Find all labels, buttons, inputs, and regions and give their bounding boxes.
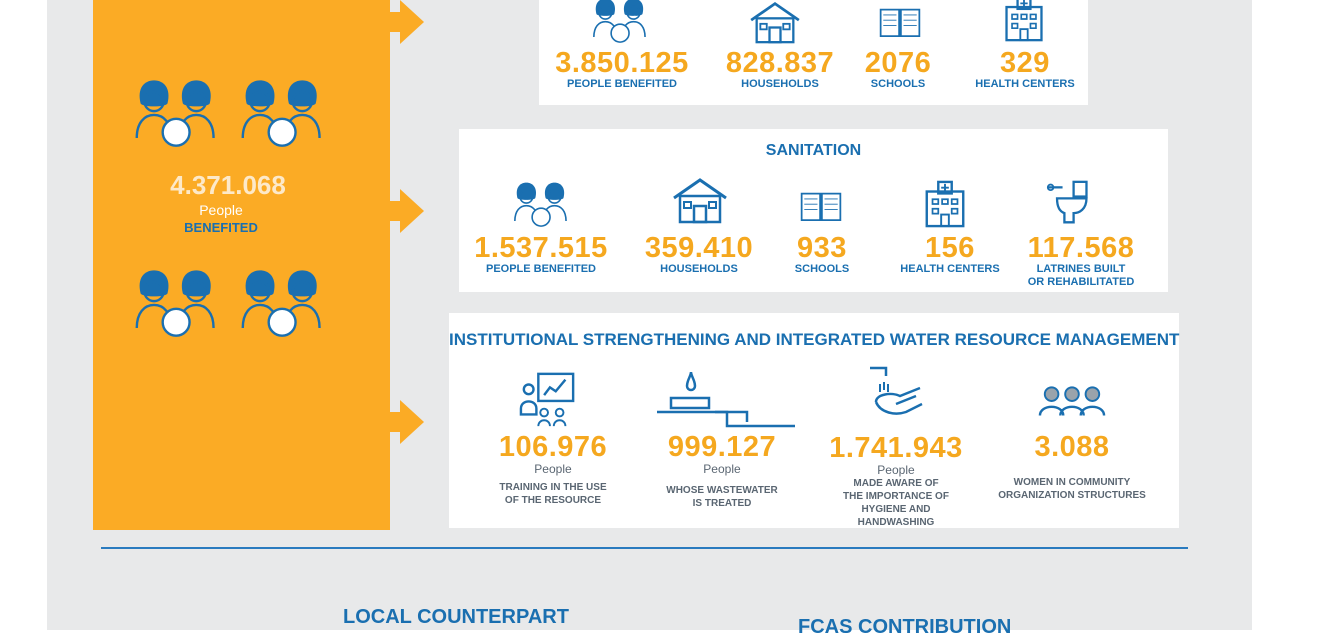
institutional-stat: [499, 432, 607, 507]
sanitation-stat: [900, 233, 999, 276]
women-icon: [1038, 382, 1106, 418]
sanitation-stat: [1028, 233, 1135, 289]
stat-label: SCHOOLS: [794, 263, 850, 275]
stat-label: TRAINING IN THE USE: [499, 482, 607, 493]
stat-value: 1.537.515: [474, 232, 608, 264]
stat-value: 3.850.125: [555, 47, 689, 79]
sanitation-stat: [645, 233, 753, 276]
stat-label: OF THE RESOURCE: [504, 495, 602, 506]
local-counterpart-heading: LOCAL COUNTERPART: [343, 606, 569, 628]
stat-label: PEOPLE BENEFITED: [485, 263, 597, 275]
stat-label: HOUSEHOLDS: [660, 263, 738, 275]
family-icon: [237, 265, 333, 343]
stat-label: PEOPLE BENEFITED: [566, 78, 678, 90]
stat-unit: People: [534, 462, 572, 476]
handwashing-icon: [866, 362, 926, 422]
hospital-icon: [1001, 0, 1047, 42]
stat-value: 1.741.943: [829, 432, 963, 464]
stat-value: 106.976: [498, 431, 608, 463]
stat-label: HEALTH CENTERS: [900, 263, 1000, 275]
stat-label: SCHOOLS: [870, 78, 926, 90]
stat-label: LATRINES BUILT: [1036, 263, 1126, 275]
arrow-icon: [400, 0, 424, 44]
stat-value: 117.568: [1027, 232, 1135, 264]
family-icon: [131, 265, 227, 343]
water-stat: [726, 48, 834, 91]
water-stat: [865, 48, 932, 91]
institutional-title: INSTITUTIONAL STRENGTHENING AND INTEGRATED WATER RESOURCE MANAGEMENT: [449, 330, 1180, 349]
arrow-icon: [400, 189, 424, 233]
training-icon: [518, 370, 578, 428]
stat-value: 3.088: [1034, 431, 1110, 463]
stat-label: WHOSE WASTEWATER: [666, 485, 778, 496]
book-icon: [878, 4, 922, 40]
family-icon: [511, 180, 575, 230]
stat-label: ORGANIZATION STRUCTURES: [998, 490, 1146, 501]
institutional-stat: [998, 432, 1146, 502]
stat-unit: People: [877, 463, 915, 477]
stat-label: OR REHABILITATED: [1027, 276, 1135, 288]
family-icon: [131, 75, 227, 153]
stat-label: HYGIENE AND: [861, 504, 931, 515]
stat-value: 156: [925, 232, 975, 264]
stat-label: THE IMPORTANCE OF: [843, 491, 949, 502]
stat-label: WOMEN IN COMMUNITY: [1013, 477, 1131, 488]
house-icon: [670, 172, 730, 228]
toilet-icon: [1044, 180, 1094, 226]
summary-value: 4.371.068: [170, 170, 286, 200]
arrow-icon: [400, 400, 424, 444]
house-icon: [746, 0, 804, 44]
summary-caption: BENEFITED: [184, 220, 258, 235]
stat-value: 828.837: [725, 47, 835, 79]
stat-value: 999.127: [667, 431, 777, 463]
institutional-stat: [666, 432, 777, 510]
water-stat: [975, 48, 1074, 91]
stat-label: MADE AWARE OF: [853, 478, 939, 489]
stat-label: HOUSEHOLDS: [741, 78, 819, 90]
divider: [101, 547, 1188, 549]
institutional-stat: [829, 433, 963, 529]
stat-value: 359.410: [644, 232, 754, 264]
stat-unit: People: [703, 462, 741, 476]
stat-value: 329: [1000, 47, 1050, 79]
sanitation-stat: [474, 233, 608, 276]
stat-label: HEALTH CENTERS: [975, 78, 1075, 90]
stat-label: IS TREATED: [692, 498, 752, 509]
wastewater-icon: [657, 368, 797, 428]
hospital-icon: [921, 180, 969, 228]
sanitation-title: SANITATION: [765, 142, 862, 159]
book-icon: [799, 188, 843, 224]
fcas-contribution-heading: FCAS CONTRIBUTION: [798, 616, 1012, 638]
stat-value: 933: [797, 232, 847, 264]
sanitation-stat: [795, 233, 849, 276]
stat-label: HANDWASHING: [857, 517, 935, 528]
family-icon: [590, 0, 654, 46]
stat-value: 2076: [864, 47, 932, 79]
water-stat: [555, 48, 689, 91]
family-icon: [237, 75, 333, 153]
summary-unit: People: [199, 202, 243, 218]
